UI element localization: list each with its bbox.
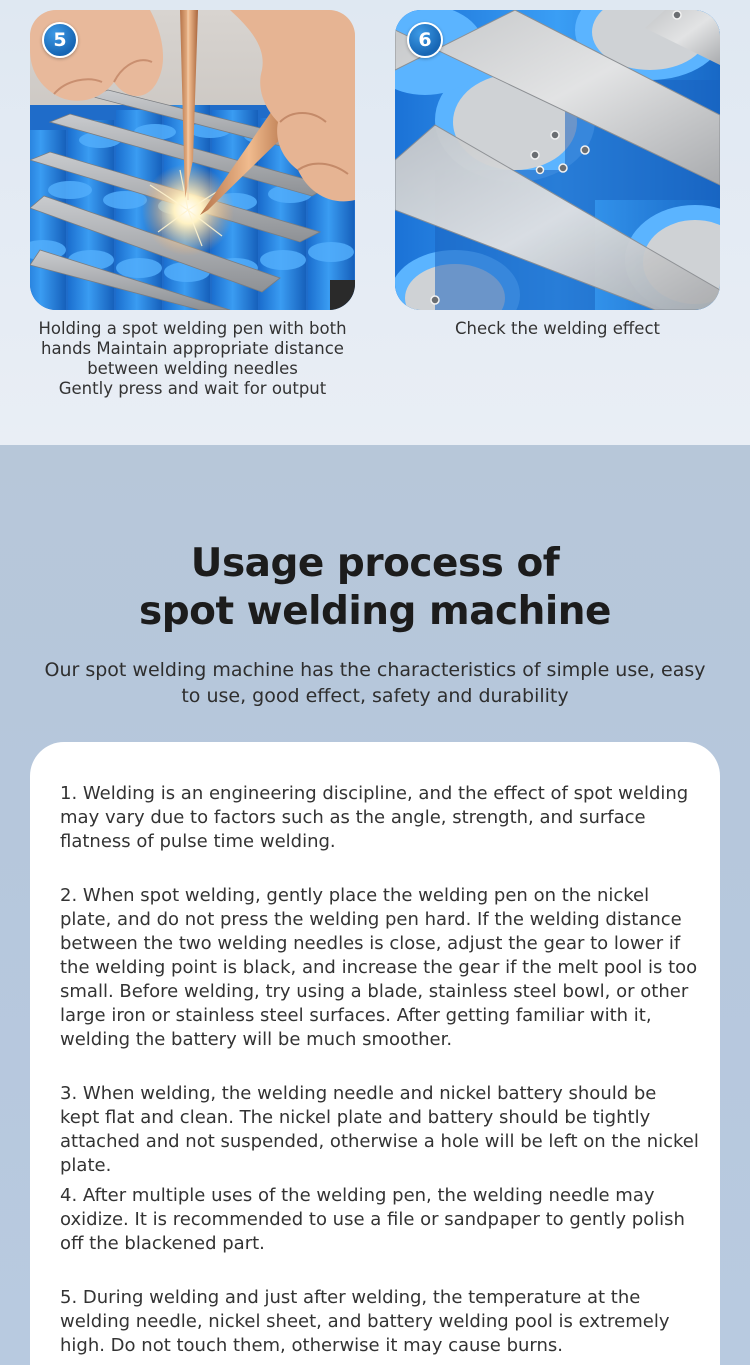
step-6-number-badge: 6	[407, 22, 443, 58]
step-6-caption: Check the welding effect	[454, 319, 660, 338]
steps-section	[0, 0, 750, 445]
welded-battery-closeup-image	[395, 10, 720, 310]
step-6-card	[395, 10, 720, 339]
step-5-card	[30, 10, 355, 399]
step-5-number-badge: 5	[42, 22, 78, 58]
title-line-1: Usage process of	[190, 541, 560, 586]
section-subtitle: Our spot welding machine has the characteristics of simple use, easy to use, good effect, safety and durability	[44, 659, 706, 707]
spot-welding-hands-image	[30, 10, 355, 310]
title-line-2: spot welding machine	[139, 589, 611, 634]
usage-process-section	[0, 445, 750, 1365]
page-title	[0, 540, 750, 636]
usage-notes-card	[30, 742, 720, 1365]
usage-note-5: 5. During welding and just after welding, the temperature at the welding needle, nickel sheet, and battery welding pool is extremely high. Do not touch them, otherwise it may cause burns.	[60, 1287, 670, 1356]
usage-note-3: 3. When welding, the welding needle and nickel battery should be kept flat and clean. The nickel plate and battery should be tightly attached and not suspended, otherwise a hole will be left on the nickel plate.	[60, 1083, 699, 1176]
step-5-caption: Holding a spot welding pen with both hands Maintain appropriate distance between welding needles Gently press and wait for output	[38, 319, 347, 398]
usage-note-2: 2. When spot welding, gently place the welding pen on the nickel plate, and do not press the welding pen hard. If the welding distance between the two welding needles is close, adjust the gear to lower if the welding point is black, and increase the gear if the melt pool is too small. Before welding, try using a blade, stainless steel bowl, or other large iron or stainless steel surfaces. After getting familiar with it, welding the battery will be much smoother.	[60, 885, 698, 1050]
usage-note-1: 1. Welding is an engineering discipline, and the effect of spot welding may vary due to factors such as the angle, strength, and surface flatness of pulse time welding.	[60, 783, 689, 852]
step-5-photo	[30, 10, 355, 310]
step-6-photo	[395, 10, 720, 310]
usage-note-4: 4. After multiple uses of the welding pen, the welding needle may oxidize. It is recommended to use a file or sandpaper to gently polish off the blackened part.	[60, 1185, 685, 1254]
